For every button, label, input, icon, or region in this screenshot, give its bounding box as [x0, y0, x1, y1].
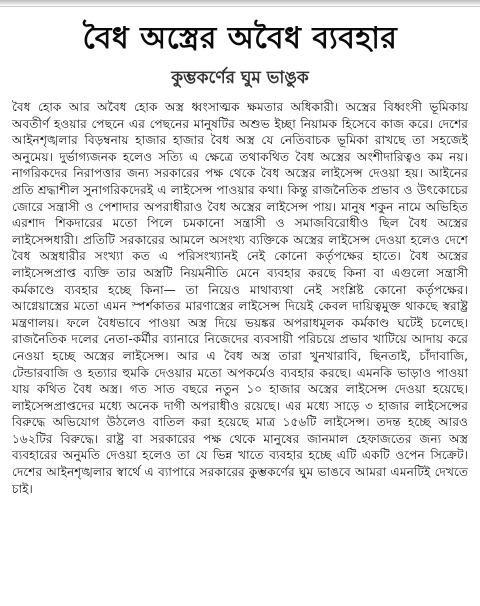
article-paragraph: বৈধ হোক আর অবৈধ হোক অস্ত্র ধ্বংসাত্মক ক্ষমতার অধিকারী। অস্ত্রের বিধ্বংসী ভূমিকায় অবতীর্ণ হওয়ার পেছনে এর পেছনের মানুষটির অশুভ ইচ্ছা নিয়ামক হিসেবে কাজ করে। দেশের আইনশৃঙ্খলার বিড়ম্বনায় হাজার হাজার বৈধ অস্ত্র যে নেতিবাচক ভূমিকা রাখছে তা সহজেই অনুমেয়। দুর্ভাগ্যজনক হলেও সত্যি এ ক্ষেত্রে তথাকথিত বৈধ অস্ত্রের অংশীদারিত্বও কম নয়। নাগরিকদের নিরাপত্তার জন্য সরকারের পক্ষ থেকে বৈধ অস্ত্রের লাইসেন্স দেওয়া হয়। আইনের প্রতি শ্রদ্ধাশীল সুনাগরিকদেরই এ লাইসেন্স পাওয়ার কথা। কিন্তু রাজনৈতিক প্রভাব ও উৎকোচের জোরে সন্ত্রাসী ও পেশাদার অপরাধীরাও বৈধ অস্ত্রের লাইসেন্স পায়। মানুষ শকুন নামে অভিহিত এরশাদ শিকদারের মতো পিলে চমকানো সন্ত্রাসী ও সমাজবিরোধীও ছিল বৈধ অস্ত্রের লাইসেন্সধারী। প্রতিটি সরকারের আমলে অসংখ্য ব্যক্তিকে অস্ত্রের লাইসেন্স দেওয়া হলেও দেশে বৈধ অস্ত্রধারীর সংখ্যা কত এ পরিসংখ্যানই নেই কোনো কর্তৃপক্ষের হাতে। বৈধ অস্ত্রের লাইসেন্সপ্রাপ্ত ব্যক্তি তার অস্ত্রটি নিয়মনীতি মেনে ব্যবহার করছে কিনা বা এগুলো সন্ত্রাসী কর্মকাণ্ডে ব্যবহার হচ্ছে কিনা— তা নিয়েও মাথাব্যথা নেই সংশ্লিষ্ট কোনো কর্তৃপক্ষের। আগ্নেয়াস্ত্রের মতো এমন স্পর্শকাতর মারণাস্ত্রের লাইসেন্স দিয়েই কেবল দায়িত্বমুক্ত থাকছে স্বরাষ্ট্র মন্ত্রণালয়। ফলে বৈধভাবে পাওয়া অস্ত্র দিয়ে ভয়ঙ্কর অপরাধমূলক কর্মকাণ্ড ঘটেই চলেছে। রাজনৈতিক দলের নেতা-কর্মীর ব্যানারে নিজেদের ব্যবসায়ী পরিচয়ে প্রভাব খাটিয়ে আদায় করে নেওয়া হচ্ছে অস্ত্রের লাইসেন্স। আর এ বৈধ অস্ত্র তারা খুনখারাবি, ছিনতাই, চাঁদাবাজি, টেন্ডারবাজি ও হত্যার হুমকি দেওয়ার মতো অপকর্মেও ব্যবহার করছে। এমনকি ভাড়াও পাওয়া যায় কথিত বৈধ অস্ত্র। গত সাত বছরে নতুন ১০ হাজার অস্ত্রের লাইসেন্স দেওয়া হয়েছে। লাইসেন্সপ্রাপ্তদের মধ্যে অনেক দাগী অপরাধীও রয়েছে। এর মধ্যে সাড়ে ৩ হাজার লাইসেন্সের বিরুদ্ধে অভিযোগ উঠলেও বাতিল করা হয়েছে মাত্র ১৫৬টি লাইসেন্স। তদন্ত হচ্ছে আরও ১৬২টির বিরুদ্ধে। রাষ্ট্র বা সরকারের পক্ষ থেকে মানুষের জানমাল হেফাজতের জন্য অস্ত্র ব্যবহারের অনুমতি দেওয়া হলেও তা যে ভিন্ন খাতে ব্যবহার হচ্ছে এটি একটি ওপেন সিক্রেট। দেশের আইনশৃঙ্খলার স্বার্থে এ ব্যাপারে সরকারের কুম্ভকর্ণের ঘুম ভাঙবে আমরা এমনটিই দেখতে চাই। [12, 100, 468, 496]
article-headline: বৈধ অস্ত্রের অবৈধ ব্যবহার [82, 21, 398, 56]
article-body [12, 99, 468, 497]
article-subheadline: কুম্ভকর্ণের ঘুম ভাঙুক [171, 68, 309, 88]
clipped-top-edge [0, 0, 480, 7]
